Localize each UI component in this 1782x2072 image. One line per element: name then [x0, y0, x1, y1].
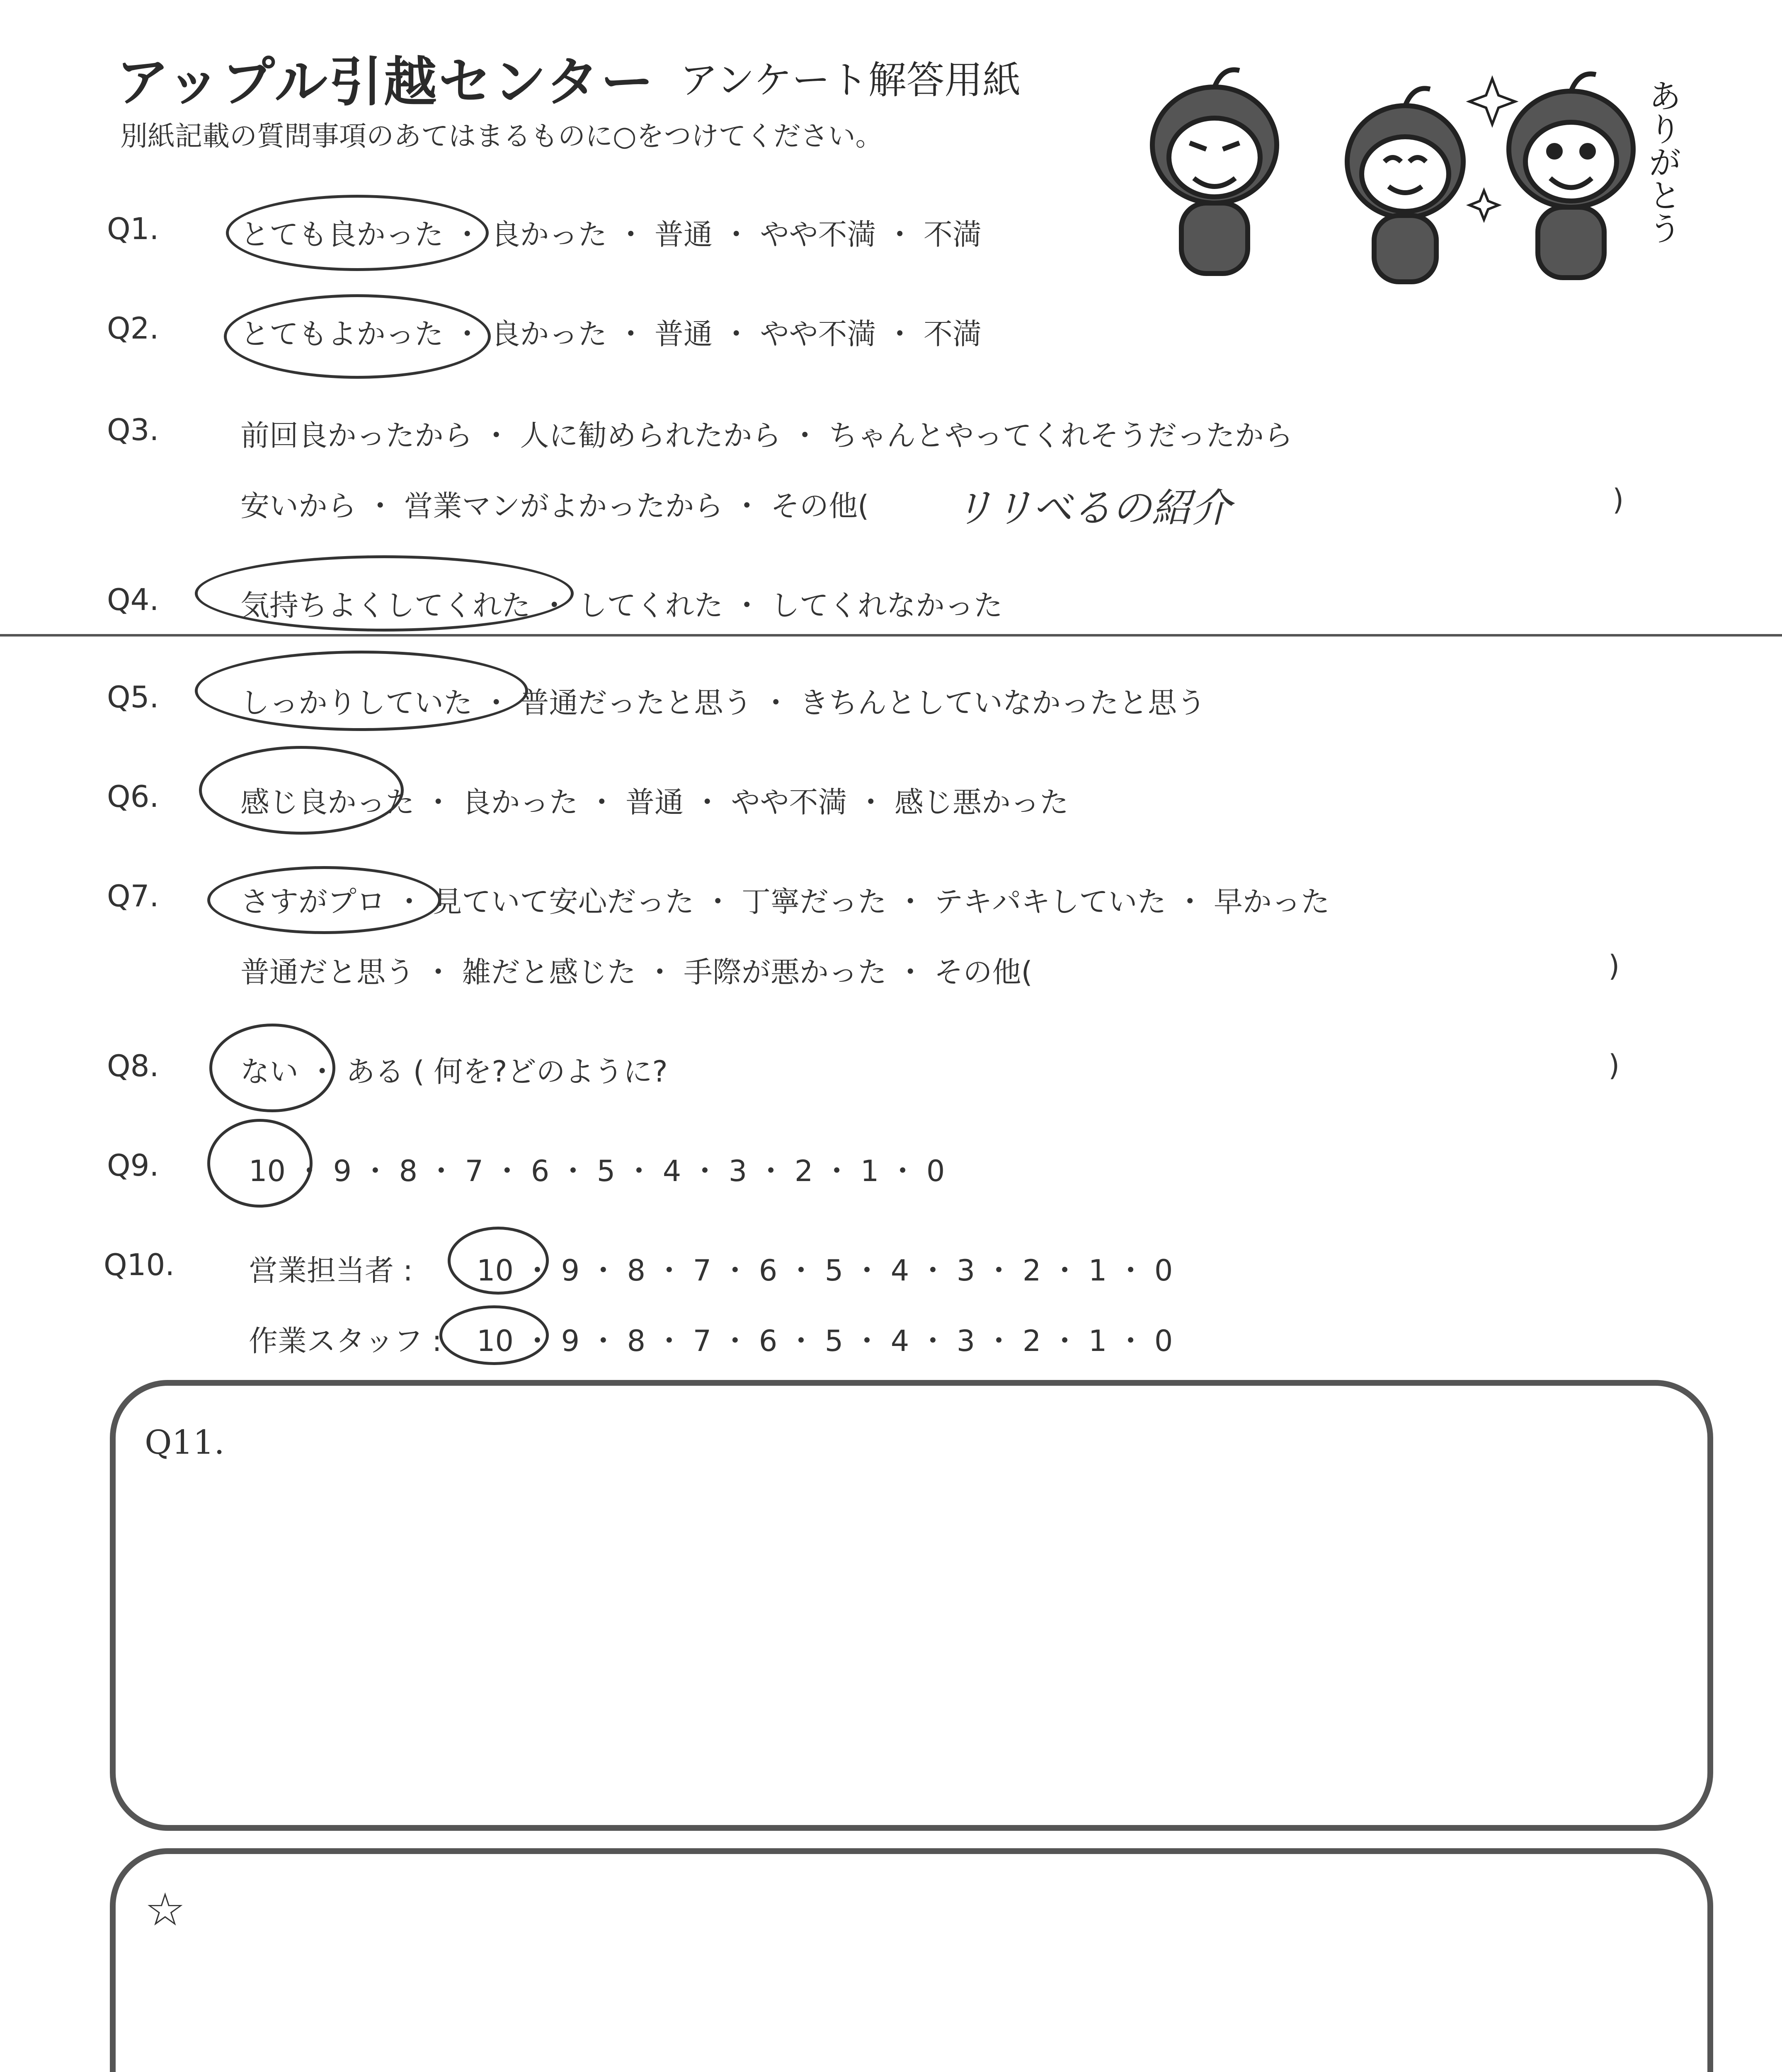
q10-staff-scale[interactable]: 10 ・ 9 ・ 8 ・ 7 ・ 6 ・ 5 ・ 4 ・ 3 ・ 2 ・ 1 ・ 0: [477, 1324, 1173, 1358]
q9-selection-circle: [207, 1119, 313, 1208]
q3-options-line2[interactable]: 安いから ・ 営業マンがよかったから ・ その他(: [240, 489, 869, 523]
form-subtitle: アンケート解答用紙: [680, 58, 1021, 102]
q7-close-paren: ): [1608, 949, 1620, 983]
q10-sales-selection-circle: [448, 1227, 549, 1295]
q6-label: Q6.: [107, 779, 159, 814]
q6-selection-circle: [199, 746, 404, 835]
q11-label: Q11.: [145, 1423, 225, 1462]
q2-options[interactable]: とてもよかった ・ 良かった ・ 普通 ・ やや不満 ・ 不満: [240, 317, 982, 351]
q8-selection-circle: [209, 1024, 335, 1112]
q1-label: Q1.: [107, 211, 159, 246]
q11-comment-box[interactable]: [110, 1380, 1713, 1831]
q8-label: Q8.: [107, 1048, 159, 1083]
q7-label: Q7.: [107, 879, 159, 913]
q3-label: Q3.: [107, 412, 159, 447]
q10-staff-label: 作業スタッフ :: [249, 1324, 442, 1358]
q4-label: Q4.: [107, 582, 159, 617]
q7-options-line2[interactable]: 普通だと思う ・ 雑だと感じた ・ 手際が悪かった ・ その他(: [240, 955, 1033, 989]
q4-options[interactable]: 気持ちよくしてくれた ・ してくれた ・ してくれなかった: [240, 588, 1003, 622]
instruction-text: 別紙記載の質問事項のあてはまるものに○をつけてください。: [120, 120, 883, 152]
q10-label: Q10.: [104, 1247, 175, 1282]
q9-scale[interactable]: 10 ・ 9 ・ 8 ・ 7 ・ 6 ・ 5 ・ 4 ・ 3 ・ 2 ・ 1 ・ 0: [249, 1154, 945, 1188]
q10-sales-scale[interactable]: 10 ・ 9 ・ 8 ・ 7 ・ 6 ・ 5 ・ 4 ・ 3 ・ 2 ・ 1 ・ 0: [477, 1254, 1173, 1288]
q1-options[interactable]: とても良かった ・ 良かった ・ 普通 ・ やや不満 ・ 不満: [240, 218, 982, 252]
q7-selection-circle: [207, 866, 441, 934]
q8-options[interactable]: ない ・ ある ( 何を?どのように?: [240, 1055, 668, 1089]
q5-selection-circle: [195, 651, 528, 731]
q4-selection-circle: [195, 555, 574, 632]
q2-label: Q2.: [107, 311, 159, 346]
q3-other-answer: リリベるの紹介: [953, 485, 1232, 531]
fold-line: [0, 634, 1782, 637]
q8-close-paren: ): [1608, 1048, 1620, 1082]
q5-options[interactable]: しっかりしていた ・ 普通だったと思う ・ きちんとしていなかったと思う: [240, 686, 1206, 720]
form-title: アップル引越センター: [116, 51, 655, 113]
q2-selection-circle: [224, 294, 491, 379]
q10-sales-label: 営業担当者 :: [249, 1254, 413, 1288]
mascot-illustration: [1119, 54, 1700, 286]
star-icon: ☆: [145, 1883, 186, 1936]
q5-label: Q5.: [107, 680, 159, 714]
q9-label: Q9.: [107, 1148, 159, 1183]
q3-options-line1[interactable]: 前回良かったから ・ 人に勧められたから ・ ちゃんとやってくれそうだったから: [240, 419, 1293, 453]
star-comment-box[interactable]: [110, 1848, 1713, 2072]
q10-staff-selection-circle: [439, 1305, 549, 1365]
mascot-text: ありがとう: [1643, 79, 1682, 244]
q6-options[interactable]: 感じ良かった ・ 良かった ・ 普通 ・ やや不満 ・ 感じ悪かった: [240, 785, 1069, 819]
q3-close-paren: ): [1612, 483, 1624, 517]
q1-selection-circle: [226, 195, 489, 271]
q7-options-line1[interactable]: さすがプロ ・ 見ていて安心だった ・ 丁寧だった ・ テキパキしていた ・ 早かった: [240, 885, 1330, 919]
